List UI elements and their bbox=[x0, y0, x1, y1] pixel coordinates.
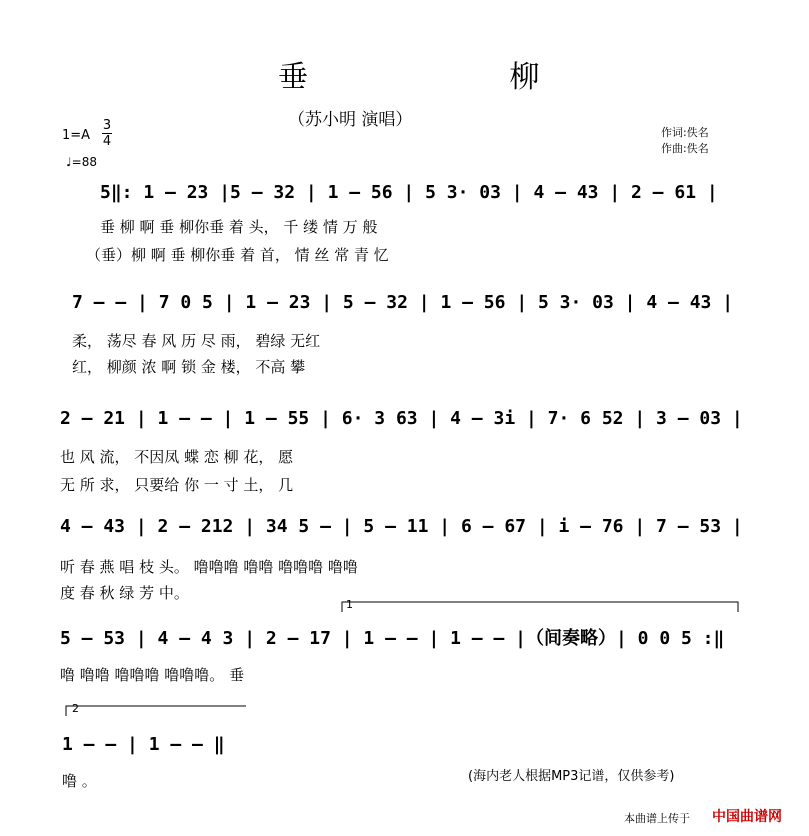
notes-line-1: 5‖: 1 – 23 |5 – 32 | 1 – 56 | 5 3· 03 | 4 – 43 | 2 – 61 | bbox=[100, 182, 718, 203]
site-logo[interactable]: 中国曲谱网 bbox=[712, 809, 782, 825]
notes-line-2: 7 – – | 7 0 5 | 1 – 23 | 5 – 32 | 1 – 56 | 5 3· 03 | 4 – 43 | bbox=[72, 292, 734, 313]
lyrics-line-3b: 无 所 求， 只要给 你 一 寸 土， 几 bbox=[60, 476, 294, 494]
lyrics-line-2a: 柔， 荡尽 春 风 历 尽 雨， 碧绿 无红 bbox=[72, 332, 321, 350]
score-line-5 bbox=[60, 627, 724, 684]
score-line-3 bbox=[60, 408, 743, 494]
time-signature-bottom: 4 bbox=[102, 134, 112, 149]
lyrics-line-5a: 噜 噜噜 噜噜噜 噜噜噜。 垂 bbox=[60, 666, 245, 684]
volta-1-label: 1 bbox=[346, 598, 353, 611]
score-line-2 bbox=[72, 292, 733, 376]
lyrics-line-4b: 度 春 秋 绿 芳 中。 bbox=[60, 584, 189, 602]
lyrics-line-3a: 也 风 流， 不因凤 蝶 恋 柳 花， 愿 bbox=[60, 448, 294, 466]
lyrics-line-1b: （垂）柳 啊 垂 柳你垂 着 首， 情 丝 常 青 忆 bbox=[86, 246, 389, 264]
notes-line-4: 4 – 43 | 2 – 212 | 34 5 – | 5 – 11 | 6 – 67 | i – 76 | 7 – 53 | bbox=[60, 516, 743, 537]
lyricist-credit: 作词:佚名 bbox=[661, 126, 709, 139]
lyrics-line-4a: 听 春 燕 唱 枝 头。 噜噜噜 噜噜 噜噜噜 噜噜 bbox=[60, 558, 358, 576]
tempo-marking: ♩=88 bbox=[66, 155, 97, 169]
notes-line-3: 2 – 21 | 1 – – | 1 – 55 | 6· 3 63 | 4 – 3i | 7· 6 52 | 3 – 03 | bbox=[60, 408, 743, 429]
footer-note: (海内老人根据MP3记谱，仅供参考) bbox=[468, 769, 675, 784]
upload-text: 本曲谱上传于 bbox=[624, 812, 690, 825]
time-signature-top: 3 bbox=[102, 118, 112, 133]
volta-2-label: 2 bbox=[72, 702, 79, 715]
score-line-4 bbox=[60, 516, 743, 602]
song-title: 垂 柳 bbox=[278, 60, 636, 95]
lyrics-line-1a: 垂 柳 啊 垂 柳你垂 着 头， 千 缕 情 万 般 bbox=[100, 218, 378, 236]
lyrics-line-6a: 噜 。 bbox=[62, 772, 97, 790]
notes-line-6: 1 – – | 1 – – ‖ bbox=[62, 734, 225, 755]
subtitle: （苏小明 演唱） bbox=[288, 110, 413, 130]
notes-line-5: 5 – 53 | 4 – 4 3 | 2 – 17 | 1 – – | 1 – – |（间奏略）| 0 0 5 :‖ bbox=[60, 628, 725, 649]
score-line-1 bbox=[86, 182, 718, 264]
key-signature: 1=A bbox=[62, 128, 91, 143]
composer-credit: 作曲:佚名 bbox=[661, 142, 709, 155]
lyrics-line-2b: 红， 柳颜 浓 啊 锁 金 楼， 不高 攀 bbox=[72, 358, 306, 376]
score-line-6 bbox=[62, 734, 225, 790]
